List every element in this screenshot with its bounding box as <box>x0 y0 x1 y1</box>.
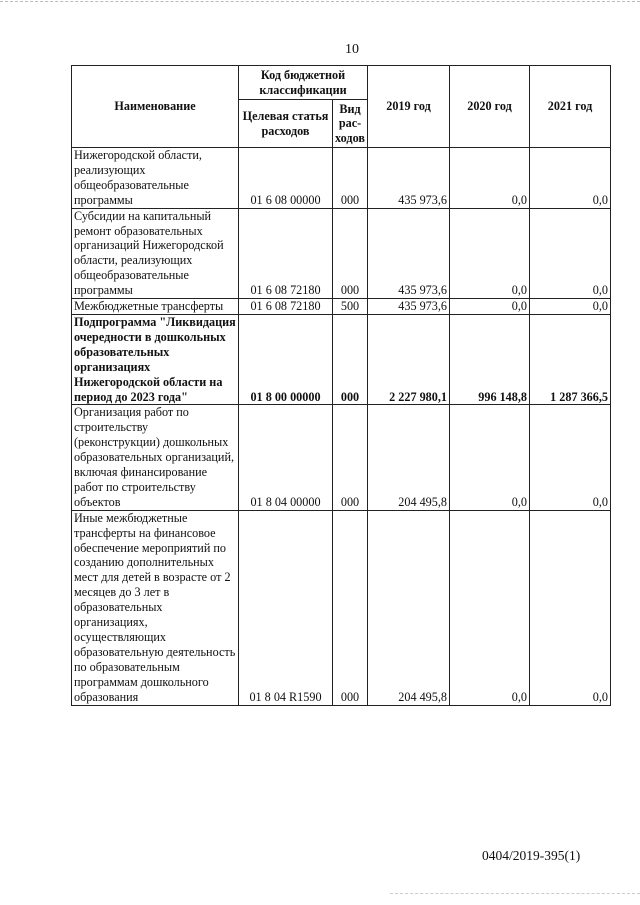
row-name: Межбюджетные трансферты <box>72 299 239 315</box>
row-value-2020: 0,0 <box>450 299 530 315</box>
scan-edge-top <box>0 1 640 2</box>
row-expense-type: 000 <box>333 208 368 298</box>
table-row <box>72 208 611 298</box>
row-name: Подпрограмма "Ликвидация очередности в дошкольных образовательных организациях Нижегородской области на период до 2023 года" <box>72 314 239 404</box>
row-expense-type: 000 <box>333 510 368 705</box>
table-row <box>72 148 611 209</box>
row-value-2020: 0,0 <box>450 510 530 705</box>
row-value-2021: 0,0 <box>530 299 611 315</box>
page-number: 10 <box>345 42 359 57</box>
row-expense-type: 000 <box>333 148 368 209</box>
row-target-code: 01 6 08 72180 <box>239 299 333 315</box>
table-row <box>72 299 611 315</box>
row-target-code: 01 8 04 R1590 <box>239 510 333 705</box>
row-value-2021: 0,0 <box>530 510 611 705</box>
row-value-2021: 0,0 <box>530 405 611 510</box>
row-name: Нижегородской области, реализующих общеобразовательные программы <box>72 148 239 209</box>
row-value-2019: 435 973,6 <box>368 208 450 298</box>
row-expense-type: 500 <box>333 299 368 315</box>
row-name: Субсидии на капитальный ремонт образовательных организаций Нижегородской области, реализующих общеобразовательные программы <box>72 208 239 298</box>
scan-edge-bottom <box>390 893 640 894</box>
row-value-2021: 1 287 366,5 <box>530 314 611 404</box>
row-target-code: 01 6 08 00000 <box>239 148 333 209</box>
row-target-code: 01 8 00 00000 <box>239 314 333 404</box>
header-target-article: Целевая статья расходов <box>239 100 333 148</box>
row-expense-type: 000 <box>333 314 368 404</box>
row-value-2019: 435 973,6 <box>368 148 450 209</box>
header-name: Наименование <box>72 66 239 148</box>
document-id: 0404/2019-395(1) <box>482 848 581 863</box>
header-year-2020: 2020 год <box>450 66 530 148</box>
row-value-2020: 0,0 <box>450 148 530 209</box>
budget-table <box>71 65 611 706</box>
header-year-2019: 2019 год <box>368 66 450 148</box>
row-target-code: 01 8 04 00000 <box>239 405 333 510</box>
row-value-2019: 204 495,8 <box>368 405 450 510</box>
row-target-code: 01 6 08 72180 <box>239 208 333 298</box>
row-value-2020: 996 148,8 <box>450 314 530 404</box>
row-value-2019: 204 495,8 <box>368 510 450 705</box>
table-row-subprogram <box>72 314 611 404</box>
header-code-group: Код бюджетной классификации <box>239 66 368 100</box>
row-name: Организация работ по строительству (реконструкции) дошкольных образовательных организаций, включая финансирование работ по строительству объектов <box>72 405 239 510</box>
header-year-2021: 2021 год <box>530 66 611 148</box>
header-expense-type: Вид рас-ходов <box>333 100 368 148</box>
row-value-2020: 0,0 <box>450 405 530 510</box>
row-value-2021: 0,0 <box>530 148 611 209</box>
row-value-2020: 0,0 <box>450 208 530 298</box>
row-value-2019: 435 973,6 <box>368 299 450 315</box>
row-value-2019: 2 227 980,1 <box>368 314 450 404</box>
row-name: Иные межбюджетные трансферты на финансовое обеспечение мероприятий по созданию дополнительных мест для детей в возрасте от 2 месяцев до 3 лет в образовательных организациях, осуществляющих образовательную деятельность по образовательным программам дошкольного образования <box>72 510 239 705</box>
table-row <box>72 510 611 705</box>
row-value-2021: 0,0 <box>530 208 611 298</box>
table-row <box>72 405 611 510</box>
row-expense-type: 000 <box>333 405 368 510</box>
